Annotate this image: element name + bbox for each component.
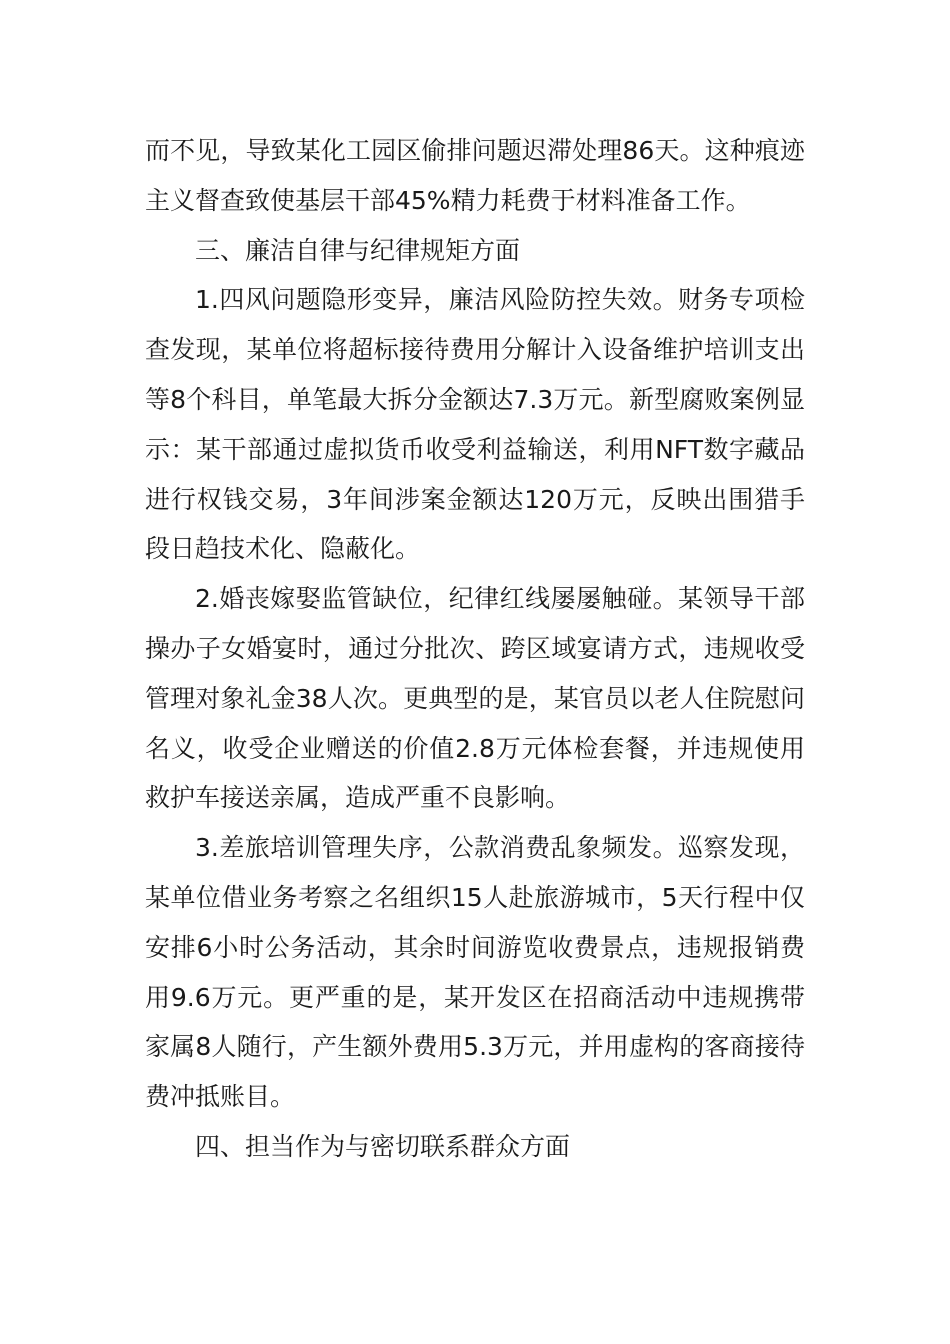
document-body xyxy=(145,126,805,1172)
paragraph-item-2: 2.婚丧嫁娶监管缺位，纪律红线屡屡触碰。某领导干部操办子女婚宴时，通过分批次、跨区域宴请方式，违规收受管理对象礼金38人次。更典型的是，某官员以老人住院慰问名义，收受企业赠送的价值2.8万元体检套餐，并违规使用救护车接送亲属，造成严重不良影响。 xyxy=(145,584,805,813)
paragraph-item-1: 1.四风问题隐形变异，廉洁风险防控失效。财务专项检查发现，某单位将超标接待费用分解计入设备维护培训支出等8个科目，单笔最大拆分金额达7.3万元。新型腐败案例显示：某干部通过虚拟货币收受利益输送，利用NFT数字藏品进行权钱交易，3年间涉案金额达120万元，反映出围猎手段日趋技术化、隐蔽化。 xyxy=(145,285,805,564)
section-heading-four: 四、担当作为与密切联系群众方面 xyxy=(195,1131,571,1161)
section-heading-three: 三、廉洁自律与纪律规矩方面 xyxy=(195,235,521,265)
paragraph-continuation: 而不见，导致某化工园区偷排问题迟滞处理86天。这种痕迹主义督查致使基层干部45%精力耗费于材料准备工作。 xyxy=(145,136,805,215)
paragraph-item-3: 3.差旅培训管理失序，公款消费乱象频发。巡察发现，某单位借业务考察之名组织15人赴旅游城市，5天行程中仅安排6小时公务活动，其余时间游览收费景点，违规报销费用9.6万元。更严重的是，某开发区在招商活动中违规携带家属8人随行，产生额外费用5.3万元，并用虚构的客商接待费冲抵账目。 xyxy=(145,833,805,1112)
